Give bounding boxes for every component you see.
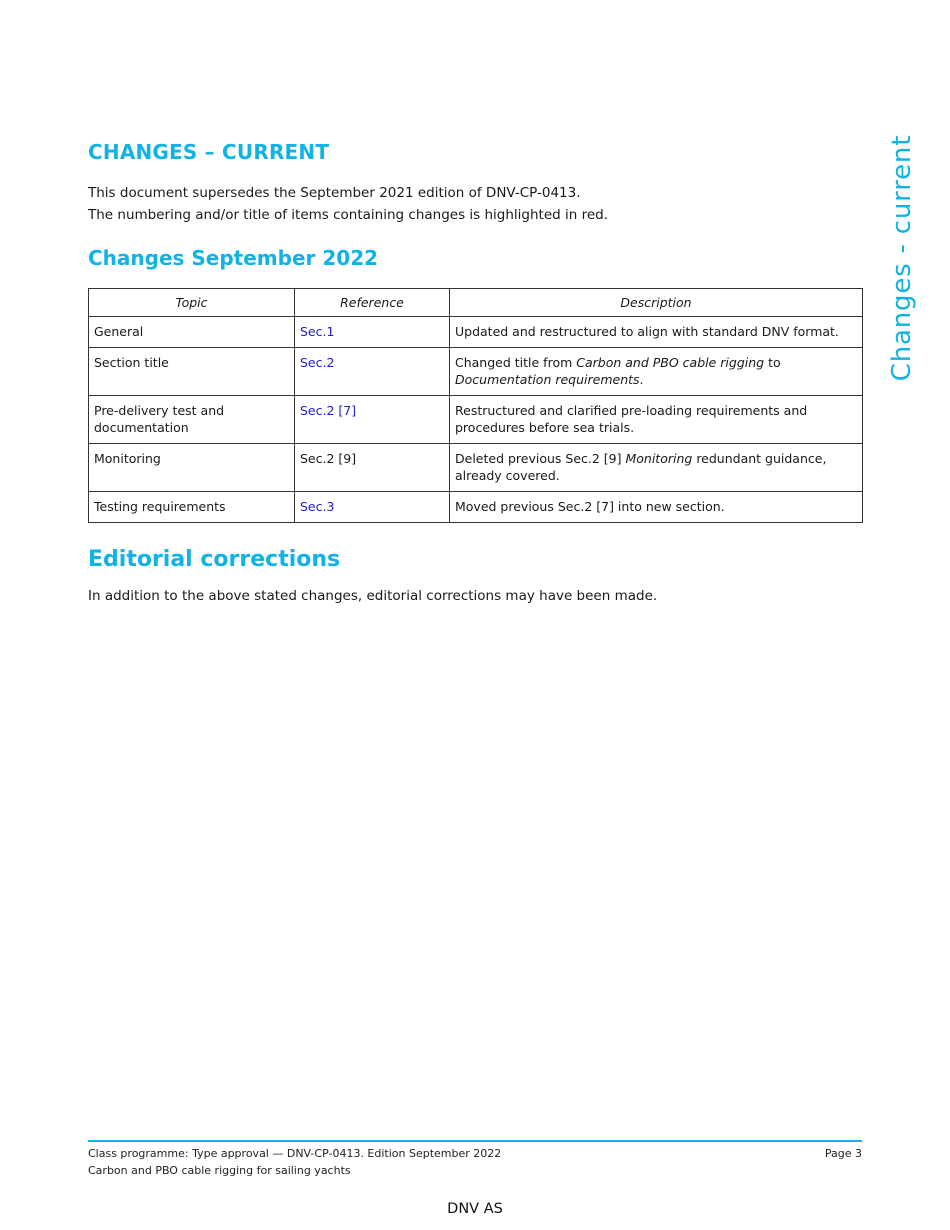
- topic-cell: Pre-delivery test and documentation: [89, 396, 295, 444]
- description-cell: Updated and restructured to align with standard DNV format.: [450, 317, 863, 348]
- reference-link[interactable]: Sec.2: [295, 348, 450, 396]
- topic-cell: Section title: [89, 348, 295, 396]
- reference-link[interactable]: Sec.3: [295, 492, 450, 523]
- description-text: to: [764, 355, 781, 370]
- page-number: Page 3: [824, 1147, 862, 1160]
- description-cell: Restructured and clarified pre-loading requirements and procedures before sea trials.: [450, 396, 863, 444]
- editorial-text: In addition to the above stated changes, editorial corrections may have been made.: [88, 588, 658, 604]
- topic-cell: Testing requirements: [89, 492, 295, 523]
- reference-link[interactable]: Sec.1: [295, 317, 450, 348]
- intro-line-2: The numbering and/or title of items containing changes is highlighted in red.: [88, 207, 609, 223]
- description-text: redundant guidance, already covered.: [455, 451, 827, 483]
- table-row: [89, 396, 863, 444]
- changes-table: [88, 288, 863, 523]
- table-header-row: [89, 289, 863, 317]
- description-italic-monitoring: Monitoring: [625, 451, 693, 466]
- description-text: .: [639, 372, 644, 387]
- company-name: DNV AS: [447, 1201, 503, 1217]
- intro-line-1: This document supersedes the September 2021 edition of DNV-CP-0413.: [88, 185, 581, 201]
- column-header-reference: Reference: [295, 289, 450, 317]
- column-header-description: Description: [450, 289, 863, 317]
- intro-text: [88, 182, 862, 226]
- description-cell: Moved previous Sec.2 [7] into new section.: [450, 492, 863, 523]
- description-cell: [450, 444, 863, 492]
- table-row: [89, 444, 863, 492]
- table-row: [89, 317, 863, 348]
- reference-link[interactable]: Sec.2 [7]: [295, 396, 450, 444]
- footer-document-title: Carbon and PBO cable rigging for sailing yachts: [88, 1164, 351, 1177]
- reference-cell: Sec.2 [9]: [295, 444, 450, 492]
- table-row: [89, 492, 863, 523]
- footer-document-info: Class programme: Type approval — DNV-CP-0413. Edition September 2022: [88, 1147, 502, 1160]
- description-text: Deleted previous Sec.2 [9]: [455, 451, 626, 466]
- description-text: Changed title from: [455, 355, 577, 370]
- description-cell: [450, 348, 863, 396]
- topic-cell: General: [89, 317, 295, 348]
- editorial-section-title: Editorial corrections: [88, 547, 341, 572]
- side-section-label: Changes - current: [887, 134, 917, 382]
- page-title: CHANGES – CURRENT: [88, 140, 330, 164]
- description-italic-old-title: Carbon and PBO cable rigging: [576, 355, 765, 370]
- column-header-topic: Topic: [89, 289, 295, 317]
- page-content: [88, 140, 862, 606]
- footer-divider: [88, 1140, 862, 1142]
- table-row: [89, 348, 863, 396]
- topic-cell: Monitoring: [89, 444, 295, 492]
- description-italic-new-title: Documentation requirements: [455, 372, 640, 387]
- changes-section-title: Changes September 2022: [88, 246, 379, 270]
